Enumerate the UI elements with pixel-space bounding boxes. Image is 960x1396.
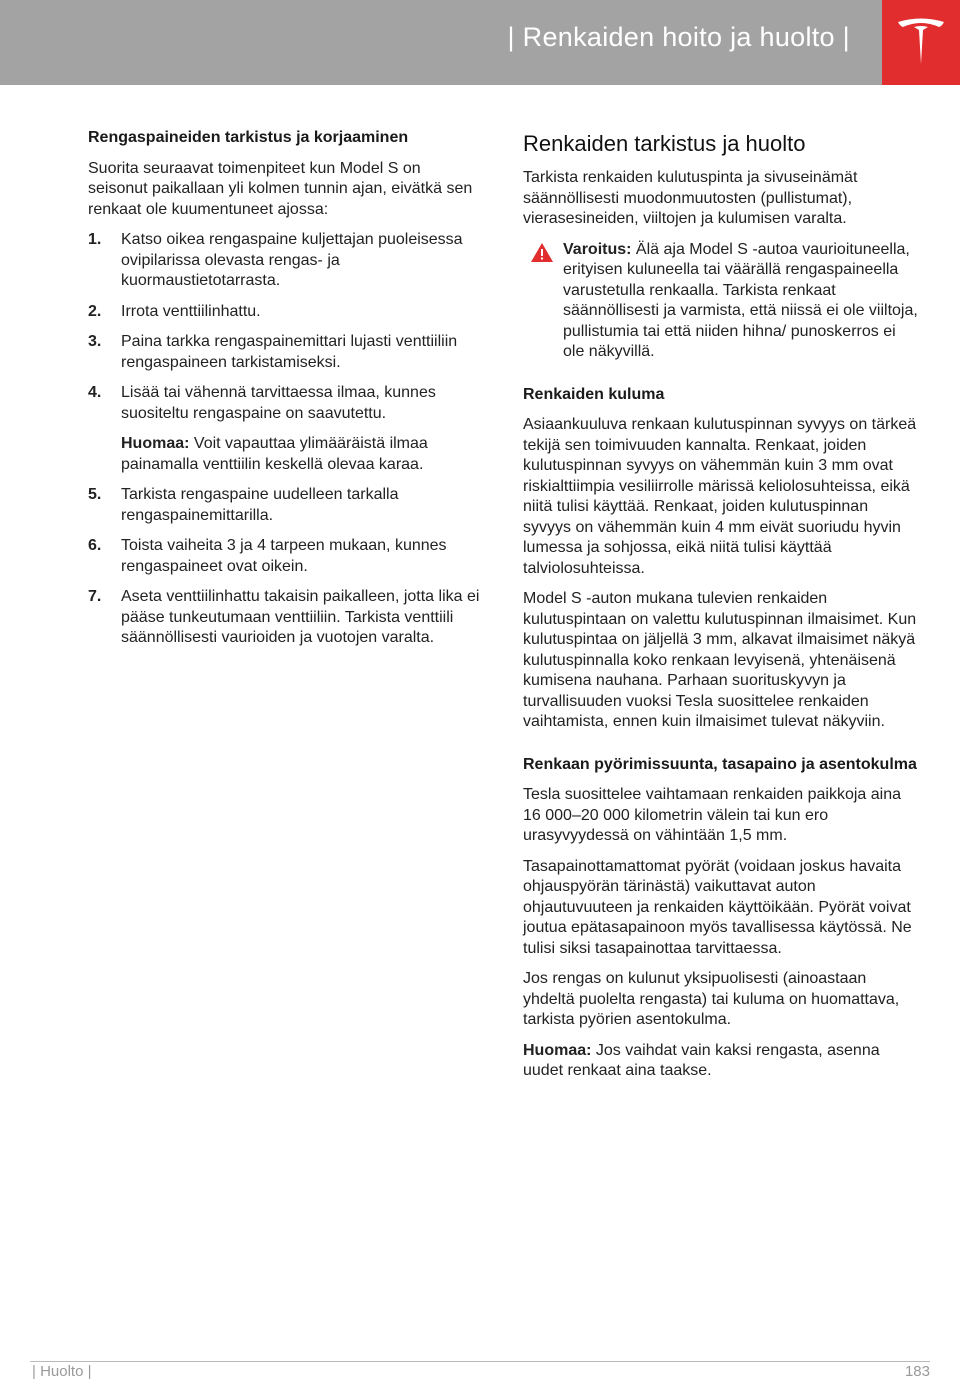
tire-pressure-steps — [88, 230, 484, 649]
step-text: Lisää tai vähennä tarvittaessa ilmaa, kunnes suositeltu rengaspaine on saavutettu. — [121, 384, 436, 422]
step-number: 5. — [88, 486, 102, 503]
wear-paragraph: Asiaankuuluva renkaan kulutuspinnan syvyys on tärkeä tekijä sen toimivuuden kannalta. Renkaat, joiden kulutuspinnan syvyys on vähemmän kuin 3 mm ovat riskialttiimpia vesiliirrolle märissä keliolosuhteissa, eikä niitä tulisi käyttää. Renkaat, joiden kulutuspinnan syvyys on vähemmän kuin 4 mm eivät suoriudu hyvin lumessa ja sohjossa, eikä niitä tulisi käyttää talviolosuhteissa. — [523, 416, 917, 577]
step-text: Aseta venttiilinhattu takaisin paikalleen, jotta lika ei pääse tunkeutumaan venttiiliin. Tarkista venttiili säännöllisesti vaurioiden ja vuotojen varalta. — [121, 588, 480, 646]
step-number: 4. — [88, 384, 102, 401]
note-label: Huomaa: — [523, 1041, 592, 1059]
step-item — [88, 230, 484, 292]
step-number: 2. — [88, 302, 102, 320]
footer-section: | Huolto | — [32, 1363, 92, 1380]
note-text: Voit vapauttaa ylimääräistä ilmaa painamalla venttiilin keskellä olevaa karaa. — [121, 435, 428, 473]
step-item — [88, 302, 484, 323]
tesla-logo-icon — [896, 16, 946, 68]
step-number: 7. — [88, 588, 102, 605]
footer-divider — [30, 1361, 930, 1362]
page-header — [0, 0, 960, 85]
right-note — [523, 1041, 918, 1082]
wear-paragraph: Model S -auton mukana tulevien renkaiden kulutuspintaan on valettu kulutuspinnan ilmaisimet. Kun kulutuspintaa on jäljellä 3 mm, alkavat ilmaisimet näkyä kulutuspinnalla koko renkaan levyisenä, yhtenäisenä kumisena nauhana. Parhaan suorituskyvyn ja turvallisuuden vuoksi Tesla suosittelee renkaiden vaihtamista, ennen kuin ilmaisimet tulevat näkyviin. — [523, 590, 917, 730]
logo-box — [882, 0, 960, 85]
rotation-paragraph: Jos rengas on kulunut yksipuolisesti (ainoastaan yhdeltä puolelta rengasta) tai kuluma on huomattava, tarkista pyörien asentokulma. — [523, 970, 900, 1028]
section-intro: Tarkista renkaiden kulutuspinta ja sivuseinämät säännöllisesti muodonmuutosten (pullistumat), vierasesineiden, viiltojen ja kulumisen varalta. — [523, 169, 858, 227]
step-text: Tarkista rengaspaine uudelleen tarkalla rengaspainemittarilla. — [121, 486, 399, 524]
step-number: 3. — [88, 333, 102, 350]
warning-box — [523, 240, 918, 363]
tire-pressure-intro: Suorita seuraavat toimenpiteet kun Model S on seisonut paikallaan yli kolmen tunnin ajan, eivätkä sen renkaat ole kuumentuneet ajossa: — [88, 159, 473, 218]
step-number: 6. — [88, 537, 102, 554]
step-text: Irrota venttiilinhattu. — [121, 302, 261, 320]
right-column — [523, 130, 918, 1092]
page-number: 183 — [904, 1363, 930, 1380]
rotation-paragraph: Tesla suosittelee vaihtamaan renkaiden paikkoja aina 16 000–20 000 kilometrin välein tai kun ero urasyvyydessä on vähintään 1,5 mm. — [523, 786, 902, 844]
step-item — [88, 383, 484, 424]
step-item — [88, 485, 484, 526]
rotation-heading: Renkaan pyörimissuunta, tasapaino ja asentokulma — [523, 755, 917, 773]
section-title: Renkaiden tarkistus ja huolto — [523, 131, 806, 156]
note-text: Jos vaihdat vain kaksi rengasta, asenna uudet renkaat aina taakse. — [523, 1041, 880, 1079]
left-column — [88, 128, 484, 659]
step-text: Toista vaiheita 3 ja 4 tarpeen mukaan, kunnes rengaspaineet ovat oikein. — [121, 537, 447, 575]
wear-heading: Renkaiden kuluma — [523, 385, 665, 403]
note-label: Huomaa: — [121, 435, 190, 452]
tire-pressure-heading: Rengaspaineiden tarkistus ja korjaaminen — [88, 129, 409, 146]
warning-label: Varoitus: — [563, 240, 632, 258]
step-number: 1. — [88, 231, 102, 248]
warning-text: Älä aja Model S -autoa vaurioituneella, erityisen kuluneella tai väärällä rengaspaineella varustetulla renkaalla. Tarkista renkaat säännöllisesti ja varmista, että niissä ei ole viiltoja, pullistumia tai että niiden hihna/ punoskerros ei ole näkyvillä. — [563, 240, 918, 360]
step-text: Katso oikea rengaspaine kuljettajan puoleisessa ovipilarissa olevasta rengas- ja kuormaustietotarrasta. — [121, 231, 463, 289]
header-title: | Renkaiden hoito ja huolto | — [507, 22, 850, 52]
step-item — [88, 587, 484, 649]
step-item — [88, 536, 484, 577]
warning-icon — [530, 242, 554, 263]
step-text: Paina tarkka rengaspainemittari lujasti venttiiliin rengaspaineen tarkistamiseksi. — [121, 333, 458, 371]
step-item — [88, 332, 484, 373]
step-note — [88, 434, 484, 475]
rotation-paragraph: Tasapainottamattomat pyörät (voidaan joskus havaita ohjauspyörän tärinästä) vaikuttavat auton ohjautuvuuteen ja renkaiden käyttöikään. Pyörät voivat joutua epätasapainoon myös tavallisessa käytössä. Ne tulisi siksi tasapainottaa tarvittaessa. — [523, 857, 912, 957]
